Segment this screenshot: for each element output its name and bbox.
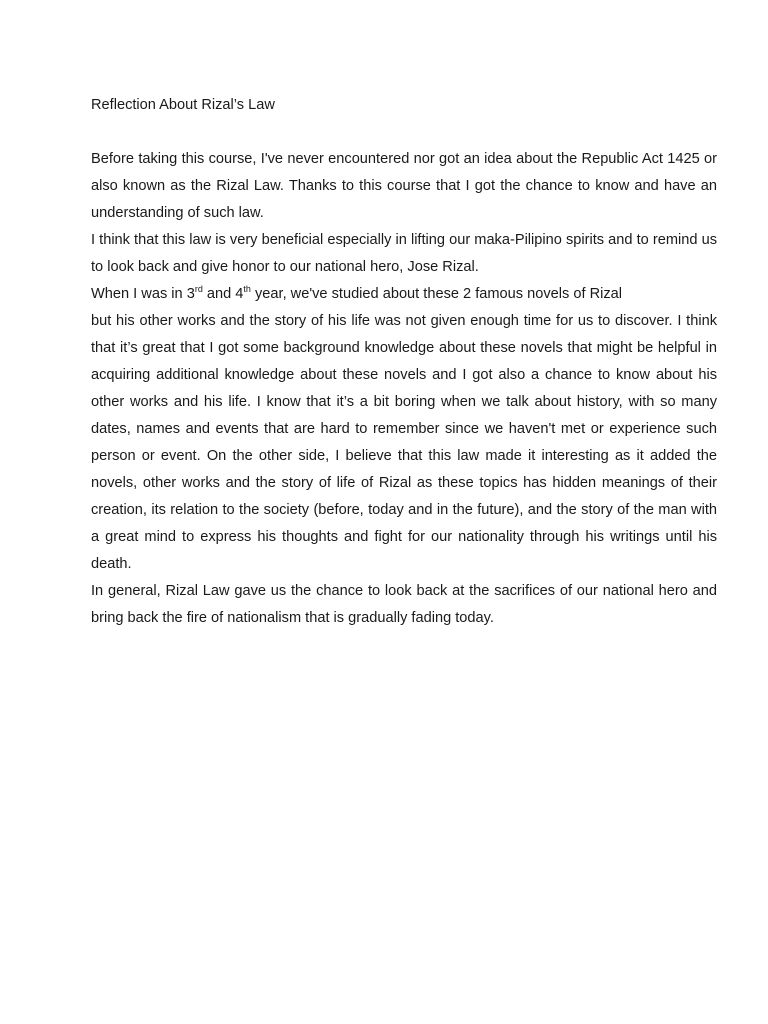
ordinal-suffix-rd: rd <box>194 284 203 295</box>
paragraph-main-reflection: but his other works and the story of his life was not given enough time for us to discover. I think that it’s great that I got some background knowledge about these novels that might be helpful in acquiring additional knowledge about these novels and I got also a chance to know about his other works and his life. I know that it’s a bit boring when we talk about history, with so many dates, names and events that are hard to remember since we haven't met or experience such person or event. On the other side, I believe that this law made it interesting as it added the novels, other works and the story of life of Rizal as these topics has hidden meanings of their creation, its relation to the society (before, today and in the future), and the story of the man with a great mind to express his thoughts and fight for our nationality through his writings until his death. <box>91 313 717 572</box>
year-text-part2: and 4 <box>202 286 244 302</box>
year-text-part1: When I was in 3 <box>91 286 195 302</box>
paragraph-intro: Before taking this course, I've never encountered nor got an idea about the Republic Act 1425 or also known as the Rizal Law. Thanks to this course that I got the chance to know and have an understanding of such law. <box>91 151 717 221</box>
ordinal-suffix-th: th <box>243 284 251 295</box>
paragraph-conclusion: In general, Rizal Law gave us the chance to look back at the sacrifices of our national hero and bring back the fire of nationalism that is gradually fading today. <box>91 583 717 626</box>
document-title: Reflection About Rizal’s Law <box>91 97 275 113</box>
paragraph-benefit: I think that this law is very beneficial especially in lifting our maka-Pilipino spirits and to remind us to look back and give honor to our national hero, Jose Rizal. <box>91 232 717 275</box>
paragraph-year-level <box>91 281 717 308</box>
document-body <box>91 92 717 632</box>
year-text-part3: year, we've studied about these 2 famous novels of Rizal <box>250 286 623 302</box>
